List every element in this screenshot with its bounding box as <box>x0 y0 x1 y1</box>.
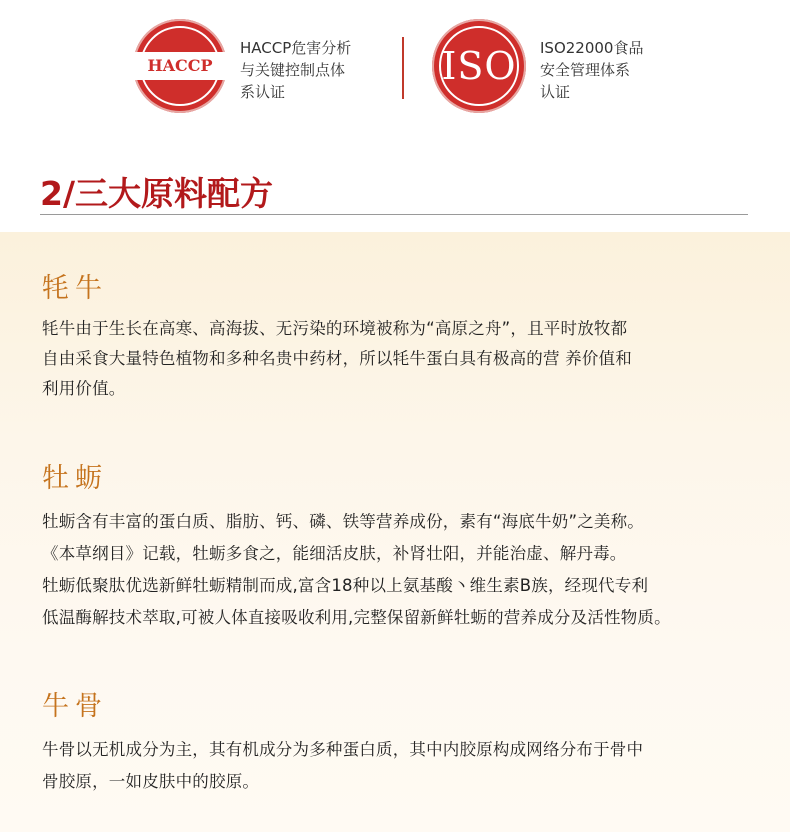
haccp-seal-icon <box>133 19 227 113</box>
paragraph-line: 牡蛎低聚肽优选新鲜牡蛎精制而成,富含18种以上氨基酸丶维生素B族，经现代专利 <box>42 576 649 595</box>
caption-line: 认证 <box>540 83 571 101</box>
paragraph-line: 《本草纲目》记载，牡蛎多食之，能细活皮肤，补肾壮阳，并能治虚、解丹毒。 <box>42 544 627 563</box>
paragraph-line: 牛骨以无机成分为主，其有机成分为多种蛋白质，其中内胶原构成网络分布于骨中 <box>42 740 644 759</box>
iso-caption <box>540 37 680 103</box>
haccp-caption <box>240 37 380 103</box>
paragraph-line: 牡蛎含有丰富的蛋白质、脂肪、钙、磷、铁等营养成份，素有“海底牛奶”之美称。 <box>42 512 644 531</box>
iso-badge-text: ISO <box>441 44 517 88</box>
ingredient-text-yak <box>42 314 762 404</box>
paragraph-line: 骨胶原，一如皮肤中的胶原。 <box>42 772 260 791</box>
caption-line: 系认证 <box>240 83 286 101</box>
section-title: 2/三大原料配方 <box>40 174 274 213</box>
caption-line: 与关键控制点体 <box>240 61 346 79</box>
paragraph-line: 自由采食大量特色植物和多种名贵中药材，所以牦牛蛋白具有极高的营 养价值和 <box>42 349 632 368</box>
iso-seal-icon <box>432 19 526 113</box>
section-divider <box>40 214 748 215</box>
certification-row <box>0 0 790 150</box>
ingredient-title-bovine-bone: 牛骨 <box>42 691 108 722</box>
ingredient-title-yak: 牦牛 <box>42 273 108 304</box>
caption-line: ISO22000食品 <box>540 39 644 57</box>
ingredient-title-oyster: 牡蛎 <box>42 463 108 494</box>
ingredient-text-bovine-bone <box>42 734 762 798</box>
caption-line: 安全管理体系 <box>540 61 631 79</box>
haccp-badge-text: HACCP <box>147 56 213 75</box>
paragraph-line: 牦牛由于生长在高寒、高海拔、无污染的环境被称为“高原之舟”，且平时放牧都 <box>42 319 628 338</box>
cert-divider <box>402 37 404 99</box>
paragraph-line: 利用价值。 <box>42 379 126 398</box>
caption-line: HACCP危害分析 <box>240 39 352 57</box>
paragraph-line: 低温酶解技术萃取,可被人体直接吸收利用,完整保留新鲜牡蛎的营养成分及活性物质。 <box>42 608 671 627</box>
ingredient-text-oyster <box>42 506 762 634</box>
